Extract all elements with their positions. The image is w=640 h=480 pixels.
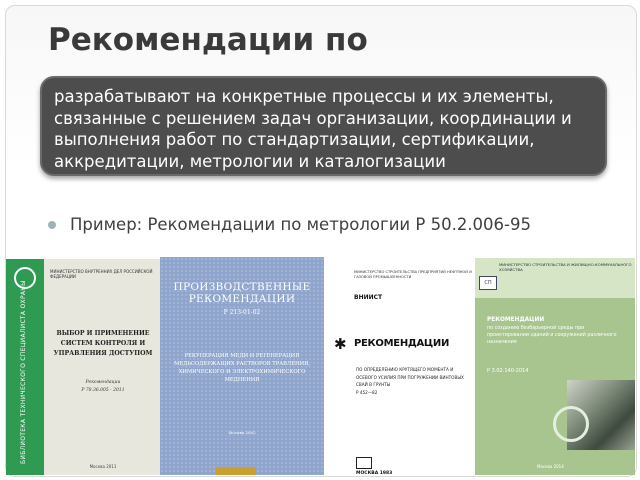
- bullet-dot: [48, 221, 56, 229]
- cover-code: Р 452—82: [356, 389, 378, 395]
- cover-barrier-free-recommendations: [475, 258, 635, 475]
- org-logo-icon: СП: [479, 276, 497, 290]
- cover-header: МИНИСТЕРСТВО ВНУТРЕННИХ ДЕЛ РОССИЙСКОЙ ФЕДЕРАЦИИ: [50, 269, 153, 279]
- cover-org: ВНИИСТ: [354, 294, 383, 301]
- publisher-logo-icon: [356, 457, 372, 469]
- cover-code: Р 78.36.005 - 2011: [81, 388, 125, 393]
- cover-subtitle: [50, 379, 156, 395]
- cover-body-text: ПО ОПРЕДЕЛЕНИЮ КРУТЯЩЕГО МОМЕНТА И ОСЕВОГО УСИЛИЯ ПРИ ПОГРУЖЕНИИ ВИНТОВЫХ СВАЙ В ГРУНТЫ: [356, 367, 464, 387]
- callout-text: разрабатывают на конкретные процессы и их элементы, связанные с решением задач организации, координации и выполнения работ по стандартизации, сертификации, аккредитации, метрологии и каталогизации: [54, 87, 572, 171]
- cover-title: ПРОИЗВОДСТВЕННЫЕ РЕКОМЕНДАЦИИ: [173, 281, 311, 305]
- cover-header: МИНИСТЕРСТВО СТРОИТЕЛЬСТВА И ЖИЛИЩНО-КОММУНАЛЬНОГО ХОЗЯЙСТВА: [499, 262, 632, 272]
- cover-production-recommendations: [160, 257, 324, 475]
- cover-title: ВЫБОР И ПРИМЕНЕНИЕ СИСТЕМ КОНТРОЛЯ И УПРАВЛЕНИЯ ДОСТУПОМ: [53, 330, 153, 357]
- circle-decoration: [553, 406, 589, 442]
- slide-title: Рекомендации по: [48, 22, 368, 58]
- asterisk-logo-icon: ✱: [334, 335, 347, 353]
- definition-callout: [40, 76, 607, 176]
- cover-subtitle: по созданию безбарьерной среды при проектировании зданий и сооружений различного назначения: [487, 326, 617, 345]
- cover-code: Р 213-01-02: [223, 309, 261, 316]
- cover-title: РЕКОМЕНДАЦИИ: [487, 317, 545, 323]
- cover-footer: МОСКВА 1983: [356, 471, 393, 475]
- cover-body: [356, 366, 472, 396]
- cover-footer: Москва 2014: [537, 464, 564, 469]
- bullet-text: Пример: Рекомендации по метрологии Р 50.2.006-95: [70, 215, 532, 234]
- cover-title: РЕКОМЕНДАЦИИ: [354, 338, 450, 349]
- cover-access-control: [6, 259, 160, 475]
- cover-footer: Москва 2002: [228, 430, 256, 435]
- cover-header: МИНИСТЕРСТВО СТРОИТЕЛЬСТВА ПРЕДПРИЯТИЙ НЕФТЯНОЙ И ГАЗОВОЙ ПРОМЫШЛЕННОСТИ: [354, 270, 472, 279]
- cover-footer: Москва 2011: [89, 464, 117, 469]
- cover-bar: [216, 467, 256, 475]
- cover-subtitle-text: Рекомендации: [85, 380, 121, 385]
- cover-vniist-recommendations: [330, 262, 475, 475]
- bullet-item: [48, 215, 531, 234]
- cover-code: Р 3.02.140-2014: [487, 368, 529, 374]
- cover-body: РЕКУПЕРАЦИЯ МЕДИ И РЕГЕНЕРАЦИЯ МЕДЬСОДЕРЖАЩИХ РАСТВОРОВ ТРАВЛЕНИЯ, ХИМИЧЕСКОГО И ЭЛЕКТРОХИМИЧЕСКОГО МЕДНЕНИЯ: [174, 353, 310, 383]
- spine-text: БИБЛИОТЕКА ТЕХНИЧЕСКОГО СПЕЦИАЛИСТА ОХРАНЫ: [20, 280, 27, 464]
